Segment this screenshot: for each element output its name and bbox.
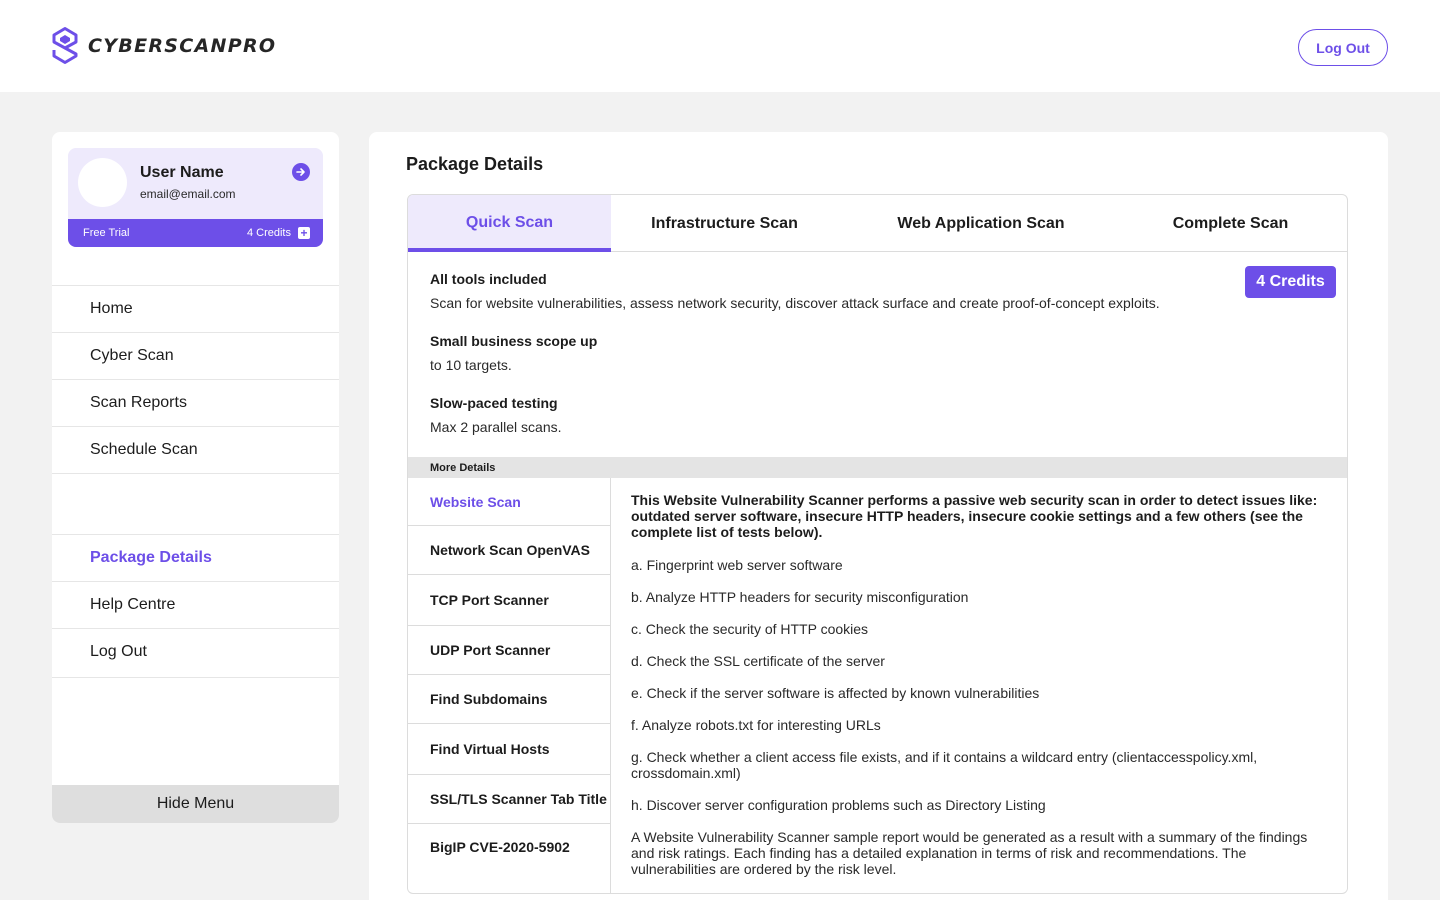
detail-item: g. Check whether a client access file exists, and if it contains a wildcard entry (clientaccesspolicy.xml, crossdomain.xml) — [631, 749, 1258, 781]
detail-item: h. Discover server configuration problems such as Directory Listing — [631, 797, 1046, 813]
tool-list — [408, 478, 611, 894]
add-credits-icon[interactable]: + — [298, 227, 310, 239]
plan-credits: 4 Credits — [246, 227, 291, 239]
nav-divider — [52, 677, 339, 678]
package-tabs — [408, 195, 1347, 252]
detail-item: f. Analyze robots.txt for interesting URLs — [631, 717, 881, 733]
avatar — [78, 158, 127, 207]
page-title: Package Details — [406, 154, 544, 174]
logout-button[interactable]: Log Out — [1298, 29, 1388, 66]
tool-find-virtual-hosts[interactable]: Find Virtual Hosts — [408, 724, 610, 775]
sidebar — [52, 132, 339, 823]
feature-title: Small business scope up — [430, 333, 598, 349]
detail-summary: A Website Vulnerability Scanner sample report would be generated as a result with a summary of the findings and risk ratings. Each finding has a detailed explanation in terms of risk and recommendations. The vulnerabilities are ordered by the risk level. — [631, 829, 1308, 877]
detail-intro: This Website Vulnerability Scanner performs a passive web security scan in order to detect issues like: outdated server software, insecure HTTP headers, insecure cookie settings and a few others (see the complete list of tests below). — [631, 492, 1318, 540]
plan-label: Free Trial — [83, 227, 130, 239]
sidebar-item-package-details[interactable]: Package Details — [52, 534, 339, 581]
detail-item: b. Analyze HTTP headers for security misconfiguration — [631, 589, 969, 605]
sidebar-item-help-centre[interactable]: Help Centre — [52, 581, 339, 628]
feature-desc: to 10 targets. — [430, 357, 512, 373]
detail-item: d. Check the SSL certificate of the server — [631, 653, 885, 669]
sidebar-item-log-out[interactable]: Log Out — [52, 628, 339, 675]
feature-desc: Max 2 parallel scans. — [430, 419, 562, 435]
sidebar-item-home[interactable]: Home — [52, 285, 339, 332]
tool-tcp-port-scanner[interactable]: TCP Port Scanner — [408, 575, 610, 626]
nav-divider — [52, 473, 339, 474]
brand-logo[interactable] — [51, 26, 276, 66]
hide-menu-button[interactable]: Hide Menu — [52, 785, 339, 823]
detail-item: c. Check the security of HTTP cookies — [631, 621, 869, 637]
feature-desc: Scan for website vulnerabilities, assess network security, discover attack surface and create proof-of-concept exploits. — [430, 295, 1160, 311]
credits-badge: 4 Credits — [1245, 266, 1336, 298]
logo-mark-icon — [51, 26, 79, 66]
tab-web-application-scan[interactable]: Web Application Scan — [897, 214, 1065, 232]
tool-find-subdomains[interactable]: Find Subdomains — [408, 675, 610, 724]
sidebar-item-cyber-scan[interactable]: Cyber Scan — [52, 332, 339, 379]
user-email: email@email.com — [140, 187, 236, 201]
detail-item: a. Fingerprint web server software — [631, 557, 843, 573]
package-panel — [407, 194, 1348, 894]
user-card — [68, 148, 323, 247]
more-details-header: More Details — [408, 457, 1347, 478]
tool-bigip-cve[interactable]: BigIP CVE-2020-5902 — [430, 839, 570, 855]
tool-website-scan[interactable]: Website Scan — [408, 478, 610, 526]
detail-item: e. Check if the server software is affected by known vulnerabilities — [631, 685, 1040, 701]
tab-infrastructure-scan[interactable]: Infrastructure Scan — [651, 214, 798, 232]
sidebar-item-schedule-scan[interactable]: Schedule Scan — [52, 426, 339, 473]
tool-network-scan-openvas[interactable]: Network Scan OpenVAS — [408, 526, 610, 575]
tab-quick-scan[interactable]: Quick Scan — [408, 195, 611, 252]
main-content — [369, 132, 1388, 900]
tool-udp-port-scanner[interactable]: UDP Port Scanner — [408, 626, 610, 675]
user-name: User Name — [140, 164, 224, 181]
sidebar-item-scan-reports[interactable]: Scan Reports — [52, 379, 339, 426]
feature-title: All tools included — [430, 271, 547, 287]
tab-complete-scan[interactable]: Complete Scan — [1172, 214, 1289, 232]
tool-detail — [631, 492, 1321, 893]
brand-name: CYBERSCANPRO — [88, 35, 277, 57]
arrow-right-icon[interactable] — [292, 163, 310, 181]
tool-ssl-tls-scanner[interactable]: SSL/TLS Scanner Tab Title — [408, 775, 610, 824]
top-bar — [0, 0, 1440, 92]
plan-bar — [68, 219, 323, 247]
feature-title: Slow-paced testing — [430, 395, 558, 411]
